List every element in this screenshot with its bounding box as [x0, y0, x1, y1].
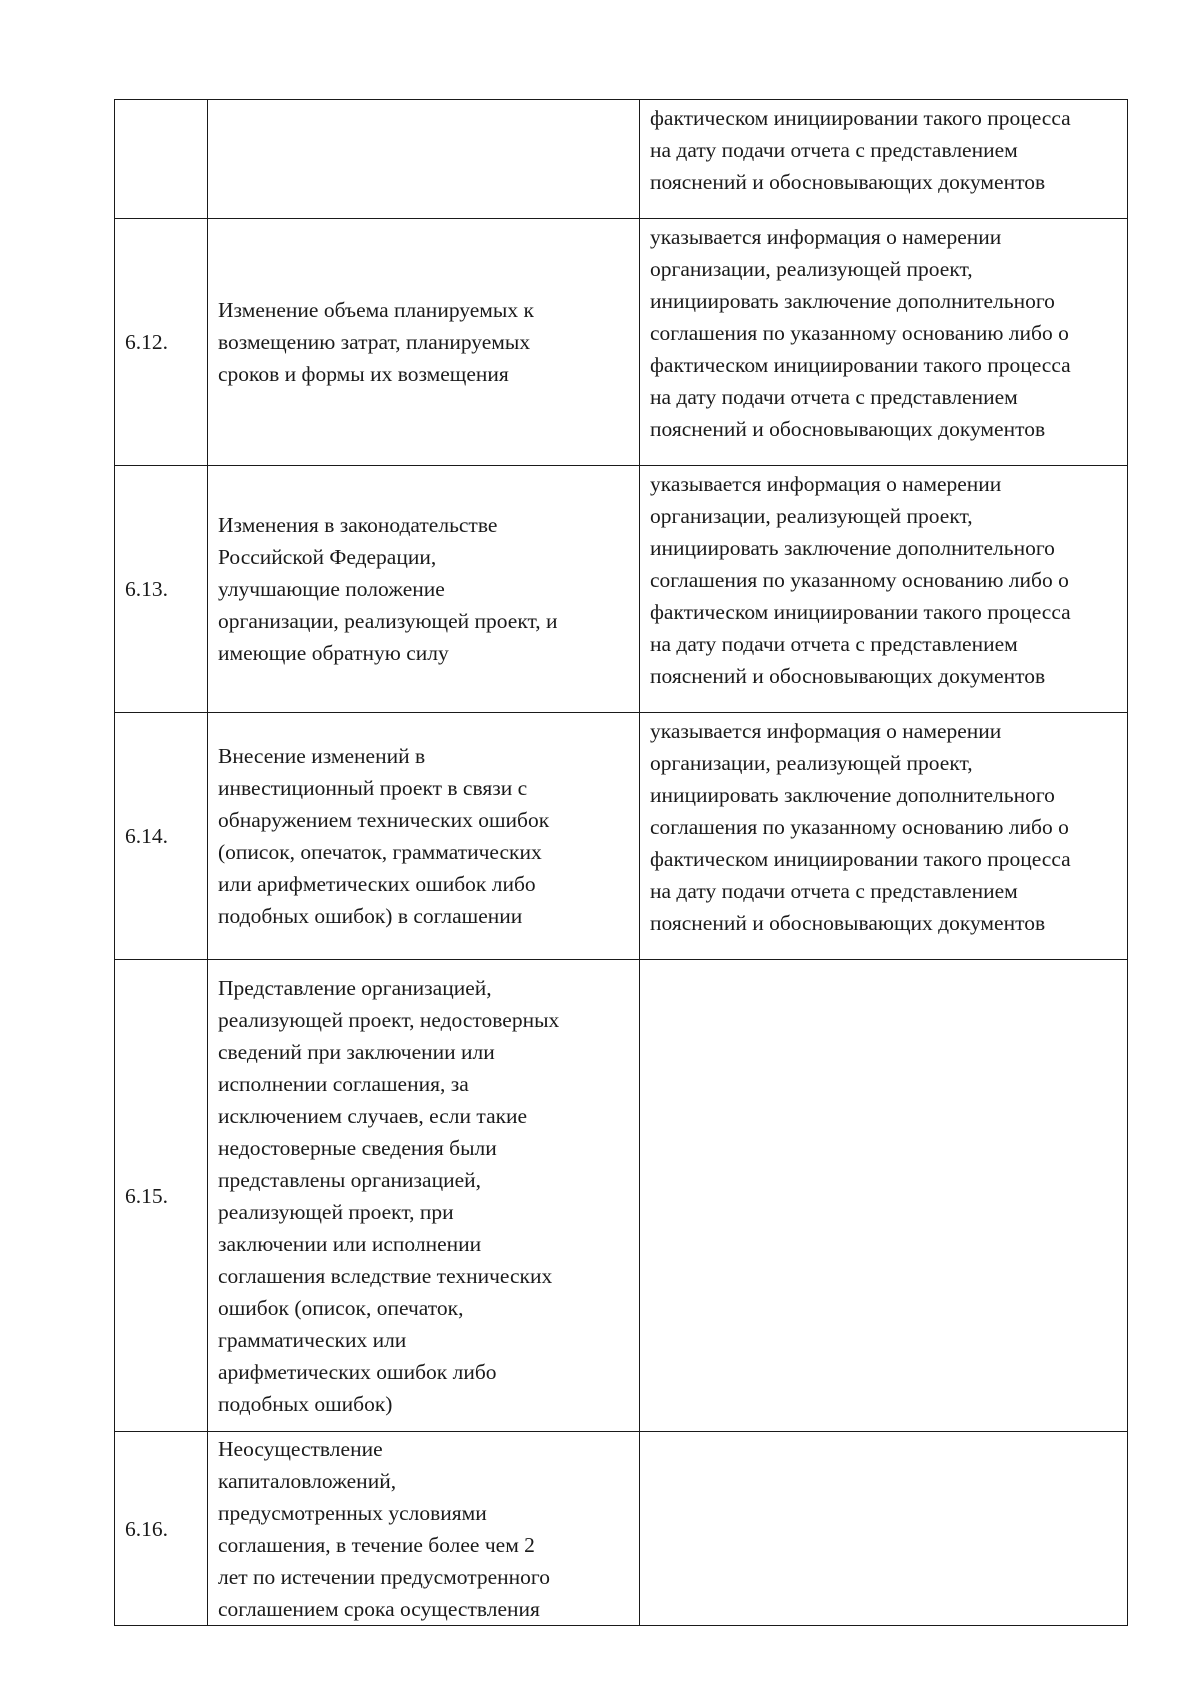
document-table	[114, 99, 1128, 1626]
table-row	[115, 466, 1128, 713]
table-row	[115, 219, 1128, 466]
row-number	[115, 100, 208, 219]
row-number: 6.15.	[115, 960, 208, 1432]
row-info	[640, 713, 1128, 960]
row-description	[208, 960, 640, 1432]
row-description	[208, 219, 640, 466]
row-info	[640, 100, 1128, 219]
table-row	[115, 960, 1128, 1432]
row-description	[208, 713, 640, 960]
row-description-text: Представление организацией, реализующей проект, недостоверных сведений при заключении или исполнении соглашения, за исключением случаев, если такие недостоверные сведения были представлены организацией, реализующей проект, при заключении или исполнении соглашения вследствие технических ошибок (описок, опечаток, грамматических или арифметических ошибок либо подобных ошибок)	[218, 975, 560, 1416]
row-description	[208, 466, 640, 713]
row-info	[640, 466, 1128, 713]
row-info	[640, 960, 1128, 1432]
row-info	[640, 219, 1128, 466]
row-info-text: указывается информация о намерении организации, реализующей проект, инициировать заключение дополнительного соглашения по указанному основанию либо о фактическом инициировании такого процесса на дату подачи отчета с представлением пояснений и обосновывающих документов	[650, 472, 1071, 688]
row-description-text: Изменение объема планируемых к возмещению затрат, планируемых сроков и формы их возмещения	[218, 298, 534, 386]
row-number: 6.14.	[115, 713, 208, 960]
table-row	[115, 713, 1128, 960]
row-number: 6.13.	[115, 466, 208, 713]
row-description-text: Изменения в законодательстве Российской Федерации, улучшающие положение организации, реализующей проект, и имеющие обратную силу	[218, 513, 558, 665]
row-description-text: Внесение изменений в инвестиционный проект в связи с обнаружением технических ошибок (описок, опечаток, грамматических или арифметических ошибок либо подобных ошибок) в соглашении	[218, 744, 550, 928]
row-description-text: Неосуществление капиталовложений, предусмотренных условиями соглашения, в течение более чем 2 лет по истечении предусмотренного соглашением срока осуществления	[218, 1436, 550, 1621]
row-number: 6.12.	[115, 219, 208, 466]
row-description	[208, 100, 640, 219]
row-description	[208, 1432, 640, 1626]
row-info-text: указывается информация о намерении организации, реализующей проект, инициировать заключение дополнительного соглашения по указанному основанию либо о фактическом инициировании такого процесса на дату подачи отчета с представлением пояснений и обосновывающих документов	[650, 225, 1071, 441]
row-info-text: указывается информация о намерении организации, реализующей проект, инициировать заключение дополнительного соглашения по указанному основанию либо о фактическом инициировании такого процесса на дату подачи отчета с представлением пояснений и обосновывающих документов	[650, 719, 1071, 935]
table-row	[115, 1432, 1128, 1626]
row-number: 6.16.	[115, 1432, 208, 1626]
table-row	[115, 100, 1128, 219]
row-info-text: фактическом инициировании такого процесса на дату подачи отчета с представлением пояснений и обосновывающих документов	[650, 106, 1071, 194]
row-info	[640, 1432, 1128, 1626]
